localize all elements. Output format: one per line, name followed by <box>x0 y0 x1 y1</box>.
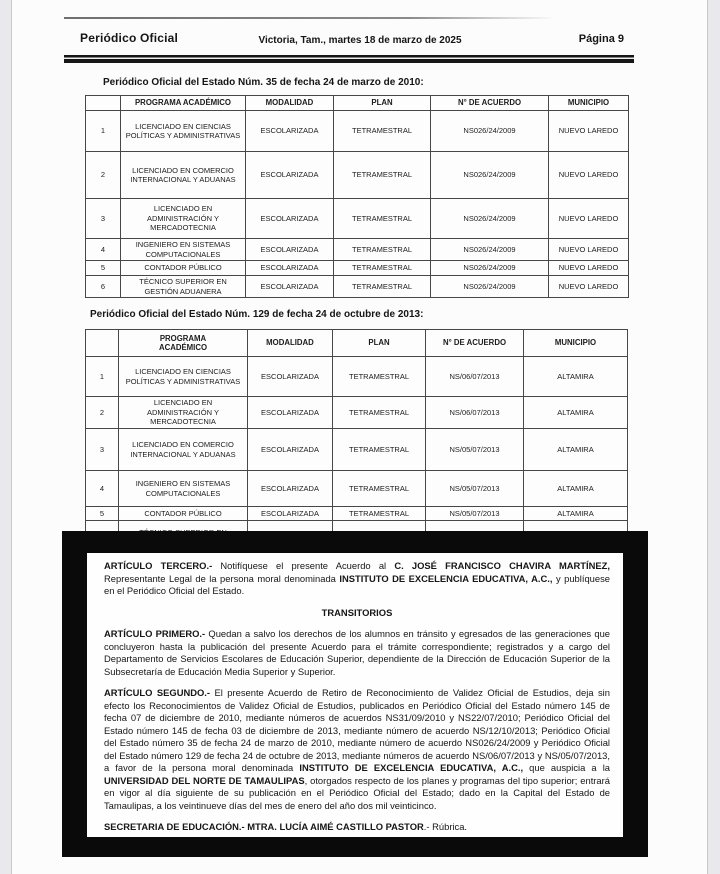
row-number-cell: 1 <box>86 357 119 397</box>
table-cell: ALTAMIRA <box>524 429 628 471</box>
masthead-title: Periódico Oficial <box>80 31 179 45</box>
table-cell: TETRAMESTRAL <box>334 276 431 298</box>
row-number-cell: 5 <box>86 507 119 521</box>
table-row <box>86 239 629 261</box>
table-cell: LICENCIADO EN CIENCIAS POLÍTICAS Y ADMINISTRATIVAS <box>121 111 246 152</box>
programs-table-2013 <box>85 329 628 555</box>
table-header-row <box>86 96 629 111</box>
table-row <box>86 397 628 429</box>
table-cell: NS026/24/2009 <box>431 111 549 152</box>
row-number-cell: 2 <box>86 397 119 429</box>
table-cell: LICENCIADO EN ADMINISTRACIÓN Y MERCADOTECNIA <box>119 397 248 429</box>
table-body-2013 <box>86 357 628 555</box>
table-cell: ESCOLARIZADA <box>246 239 334 261</box>
table-cell: TETRAMESTRAL <box>334 152 431 199</box>
table-cell: NUEVO LAREDO <box>549 276 629 298</box>
table-cell: NS026/24/2009 <box>431 152 549 199</box>
table-cell: NS/05/07/2013 <box>426 507 524 521</box>
row-number-cell: 2 <box>86 152 121 199</box>
table-row <box>86 111 629 152</box>
transitorios-heading: TRANSITORIOS <box>321 606 393 618</box>
row-number-cell: 5 <box>86 261 121 276</box>
column-header-index <box>86 96 121 111</box>
table-cell: TETRAMESTRAL <box>334 239 431 261</box>
programs-table-2010 <box>85 95 629 298</box>
notice-frame <box>62 531 648 857</box>
column-header-acuerdo: N° DE ACUERDO <box>431 96 549 111</box>
table-cell: NUEVO LAREDO <box>549 239 629 261</box>
table-header-row <box>86 330 628 357</box>
table-cell: NS/06/07/2013 <box>426 397 524 429</box>
photo-edge-left <box>0 0 12 874</box>
table-cell: TETRAMESTRAL <box>334 261 431 276</box>
table-cell: NS/05/07/2013 <box>426 429 524 471</box>
photo-edge-right <box>707 0 720 874</box>
table-cell: TÉCNICO SUPERIOR EN GESTIÓN ADUANERA <box>121 276 246 298</box>
table-cell: ESCOLARIZADA <box>248 507 333 521</box>
section-title-2013: Periódico Oficial del Estado Núm. 129 de fecha 24 de octubre de 2013: <box>90 309 424 320</box>
table-row <box>86 429 628 471</box>
notice-content <box>87 553 623 837</box>
table-cell: LICENCIADO EN COMERCIO INTERNACIONAL Y ADUANAS <box>119 429 248 471</box>
table-cell: CONTADOR PÚBLICO <box>121 261 246 276</box>
table-row <box>86 261 629 276</box>
table-cell: NUEVO LAREDO <box>549 152 629 199</box>
table-cell: TETRAMESTRAL <box>333 471 426 507</box>
signature-line: SECRETARIA DE EDUCACIÓN.- MTRA. LUCÍA AIMÉ CASTILLO PASTOR.- Rúbrica. <box>104 821 468 832</box>
table-cell: NS/06/07/2013 <box>426 357 524 397</box>
table-cell: INGENIERO EN SISTEMAS COMPUTACIONALES <box>119 471 248 507</box>
table-cell: ESCOLARIZADA <box>248 357 333 397</box>
top-rule <box>64 17 556 19</box>
column-header-programa: PROGRAMA ACADÉMICO <box>121 96 246 111</box>
column-header-programa: PROGRAMA ACADÉMICO <box>119 330 248 357</box>
column-header-modalidad: MODALIDAD <box>248 330 333 357</box>
column-header-acuerdo: N° DE ACUERDO <box>426 330 524 357</box>
header-date: Victoria, Tam., martes 18 de marzo de 2025 <box>258 35 462 46</box>
table-cell: CONTADOR PÚBLICO <box>119 507 248 521</box>
table-cell: LICENCIADO EN COMERCIO INTERNACIONAL Y ADUANAS <box>121 152 246 199</box>
table-cell: NUEVO LAREDO <box>549 199 629 239</box>
table-cell: TETRAMESTRAL <box>334 199 431 239</box>
table-cell: ESCOLARIZADA <box>248 471 333 507</box>
row-number-cell: 4 <box>86 471 119 507</box>
table-cell: NUEVO LAREDO <box>549 111 629 152</box>
table-cell: ESCOLARIZADA <box>248 397 333 429</box>
table-row <box>86 471 628 507</box>
table-row <box>86 357 628 397</box>
table-cell: NS/05/07/2013 <box>426 471 524 507</box>
table-cell: ALTAMIRA <box>524 397 628 429</box>
table-row <box>86 276 629 298</box>
table-cell: TETRAMESTRAL <box>333 357 426 397</box>
row-number-cell: 4 <box>86 239 121 261</box>
column-header-plan: PLAN <box>333 330 426 357</box>
table-cell: ALTAMIRA <box>524 357 628 397</box>
table-cell: TETRAMESTRAL <box>333 429 426 471</box>
table-cell: NS026/24/2009 <box>431 276 549 298</box>
table-cell: INGENIERO EN SISTEMAS COMPUTACIONALES <box>121 239 246 261</box>
column-header-index <box>86 330 119 357</box>
table-cell: NS026/24/2009 <box>431 199 549 239</box>
table-row <box>86 199 629 239</box>
table-cell: ESCOLARIZADA <box>246 276 334 298</box>
table-cell: ESCOLARIZADA <box>246 261 334 276</box>
row-number-cell: 3 <box>86 199 121 239</box>
column-header-municipio: MUNICIPIO <box>524 330 628 357</box>
table-cell: TETRAMESTRAL <box>333 507 426 521</box>
articulo-segundo-paragraph: ARTÍCULO SEGUNDO.- El presente Acuerdo de Retiro de Reconocimiento de Validez Oficial de Estudios, deja sin efecto los Reconocimientos de Validez Oficial de Estudios, publicados en Periódico Oficial del Estado número 145 de fecha 07 de diciembre de 2010, mediante números de acuerdos NS31/09/2010 y NS22/07/2010; Periódico Oficial del Estado número 145 de fecha 03 de diciembre de 2013, mediante número de acuerdo NS/12/10/2013; Periódico Oficial del Estado número 35 de fecha 24 de marzo de 2010, mediante número de acuerdo NS026/24/2009 y Periódico Oficial del Estado número 129 de fecha 24 de octubre de 2013, mediante números de acuerdo NS/06/07/2013 y NS/05/07/2013, a favor de la persona moral denominada INSTITUTO DE EXCELENCIA EDUCATIVA, A.C., que auspicia a la UNIVERSIDAD DEL NORTE DE TAMAULIPAS, otorgados respecto de los planes y programas del tipo superior; entrará en vigor al día siguiente de su publicación en el Periódico Oficial del Estado; dado en la Capital del Estado de Tamaulipas, a los veintinueve días del mes de enero del año dos mil veinticinco. <box>104 687 611 811</box>
table-body-2010 <box>86 111 629 298</box>
column-header-modalidad: MODALIDAD <box>246 96 334 111</box>
table-cell: ESCOLARIZADA <box>246 111 334 152</box>
header-rule <box>64 55 634 63</box>
table-cell: NS026/24/2009 <box>431 239 549 261</box>
column-header-plan: PLAN <box>334 96 431 111</box>
articulo-primero-paragraph: ARTÍCULO PRIMERO.- Quedan a salvo los derechos de los alumnos en tránsito y egresados de las generaciones que concluyeron hasta la publicación del presente Acuerdo para el trámite correspondiente; registrados y a cargo del Departamento de Servicios Escolares de Educación Superior, dependiente de la Dirección de Educación Superior de la Subsecretaría de Educación Media Superior y Superior. <box>104 628 611 677</box>
table-cell: TETRAMESTRAL <box>333 397 426 429</box>
row-number-cell: 1 <box>86 111 121 152</box>
table-cell: ESCOLARIZADA <box>246 199 334 239</box>
table-cell: LICENCIADO EN CIENCIAS POLÍTICAS Y ADMINISTRATIVAS <box>119 357 248 397</box>
table-cell: LICENCIADO EN ADMINISTRACIÓN Y MERCADOTECNIA <box>121 199 246 239</box>
page-number: Página 9 <box>578 33 624 45</box>
table-cell: ESCOLARIZADA <box>246 152 334 199</box>
table-cell: TETRAMESTRAL <box>334 111 431 152</box>
table-row <box>86 152 629 199</box>
row-number-cell: 3 <box>86 429 119 471</box>
table-cell: NS026/24/2009 <box>431 261 549 276</box>
table-row <box>86 507 628 521</box>
table-cell: ALTAMIRA <box>524 507 628 521</box>
row-number-cell: 6 <box>86 276 121 298</box>
column-header-municipio: MUNICIPIO <box>549 96 629 111</box>
table-cell: ESCOLARIZADA <box>248 429 333 471</box>
table-cell: NUEVO LAREDO <box>549 261 629 276</box>
section-title-2010: Periódico Oficial del Estado Núm. 35 de fecha 24 de marzo de 2010: <box>103 77 424 88</box>
table-cell: ALTAMIRA <box>524 471 628 507</box>
articulo-tercero-paragraph: ARTÍCULO TERCERO.- Notifíquese el presente Acuerdo al C. JOSÉ FRANCISCO CHAVIRA MARTÍNEZ, Representante Legal de la persona moral denominada INSTITUTO DE EXCELENCIA EDUCATIVA, A.C., y publíquese en el Periódico Oficial del Estado. <box>104 560 611 596</box>
